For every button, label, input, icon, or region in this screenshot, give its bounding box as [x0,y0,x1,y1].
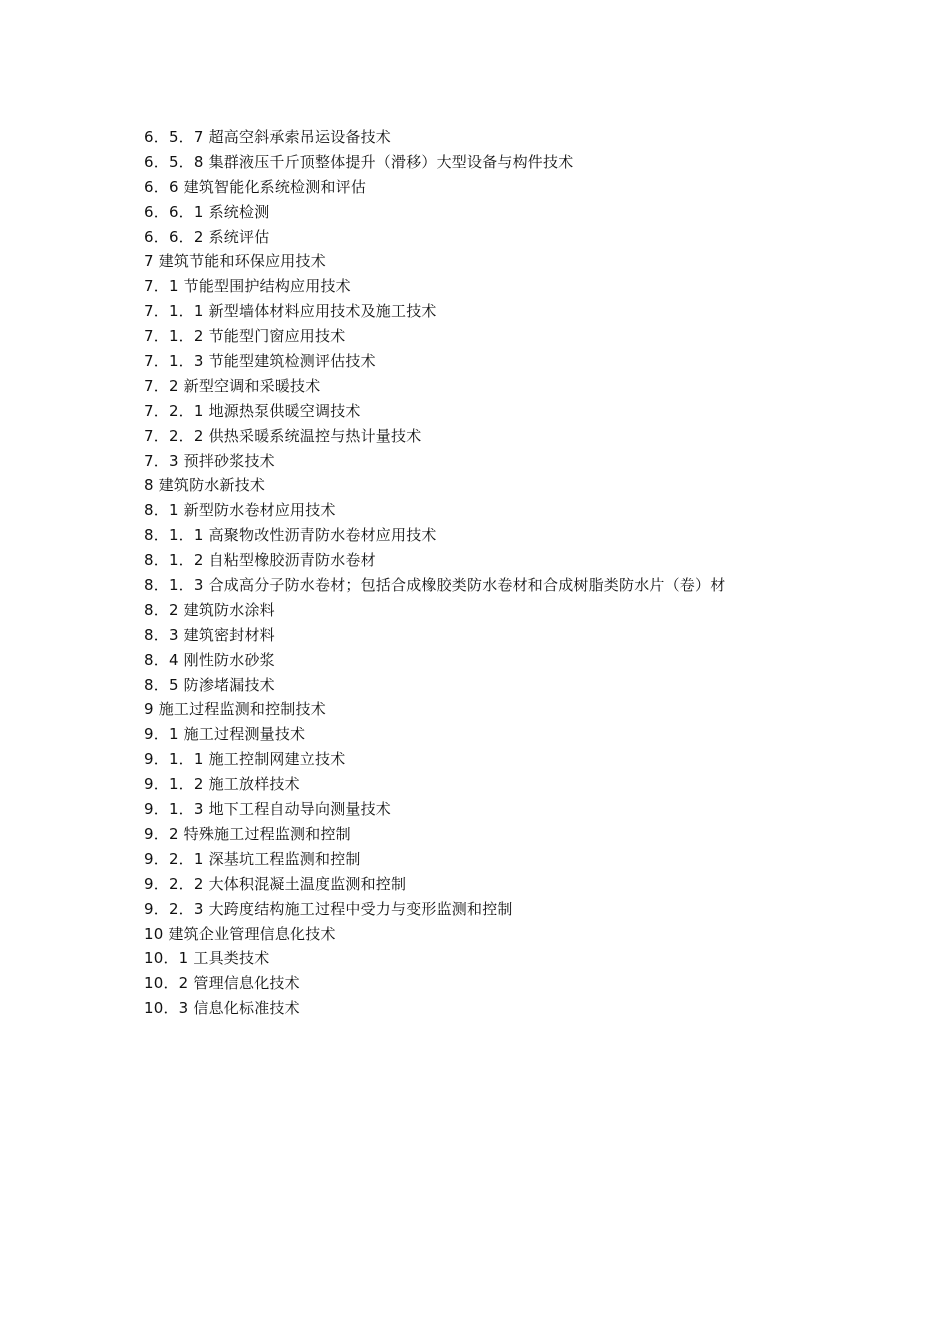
toc-line: 8．4 刚性防水砂浆 [144,650,275,669]
toc-line: 9．2．1 深基坑工程监测和控制 [144,849,361,868]
toc-line: 7 建筑节能和环保应用技术 [144,252,326,271]
toc-line: 6．6 建筑智能化系统检测和评估 [144,177,367,196]
toc-line: 8．5 防渗堵漏技术 [144,675,275,694]
toc-list [144,125,844,1021]
toc-line: 6．6．2 系统评估 [144,227,270,246]
toc-line: 7．2 新型空调和采暖技术 [144,376,321,395]
toc-line: 7．1 节能型围护结构应用技术 [144,277,351,296]
toc-line: 10．1 工具类技术 [144,949,270,968]
toc-line: 9．2．3 大跨度结构施工过程中受力与变形监测和控制 [144,899,513,918]
toc-line: 10．2 管理信息化技术 [144,974,300,993]
toc-line: 7．1．1 新型墙体材料应用技术及施工技术 [144,302,437,321]
toc-line: 10．3 信息化标准技术 [144,999,300,1018]
toc-line: 8．1．1 高聚物改性沥青防水卷材应用技术 [144,526,437,545]
toc-line: 9 施工过程监测和控制技术 [144,700,326,719]
toc-line: 8 建筑防水新技术 [144,476,266,495]
toc-line: 10 建筑企业管理信息化技术 [144,924,336,943]
toc-line: 7．1．2 节能型门窗应用技术 [144,327,346,346]
toc-line: 7．1．3 节能型建筑检测评估技术 [144,352,376,371]
toc-line: 9．1．3 地下工程自动导向测量技术 [144,800,391,819]
toc-line: 9．2 特殊施工过程监测和控制 [144,824,351,843]
toc-line: 6．5．7 超高空斜承索吊运设备技术 [144,128,391,146]
toc-line: 8．1 新型防水卷材应用技术 [144,501,336,520]
toc-line: 7．2．2 供热采暖系统温控与热计量技术 [144,426,422,445]
toc-line: 9．2．2 大体积混凝土温度监测和控制 [144,874,407,893]
toc-line: 8．2 建筑防水涂料 [144,600,275,619]
toc-line: 8．1．3 合成高分子防水卷材；包括合成橡胶类防水卷材和合成树脂类防水片（卷）材 [144,576,726,595]
toc-line: 8．1．2 自粘型橡胶沥青防水卷材 [144,551,376,570]
toc-line: 6．6．1 系统检测 [144,202,270,221]
toc-line: 9．1．1 施工控制网建立技术 [144,750,346,769]
toc-line: 7．3 预拌砂浆技术 [144,451,275,470]
toc-line: 6．5．8 集群液压千斤顶整体提升（滑移）大型设备与构件技术 [144,152,574,171]
toc-line: 9．1 施工过程测量技术 [144,725,306,744]
toc-line: 7．2．1 地源热泵供暖空调技术 [144,401,361,420]
toc-line: 8．3 建筑密封材料 [144,625,275,644]
toc-line: 9．1．2 施工放样技术 [144,775,300,794]
